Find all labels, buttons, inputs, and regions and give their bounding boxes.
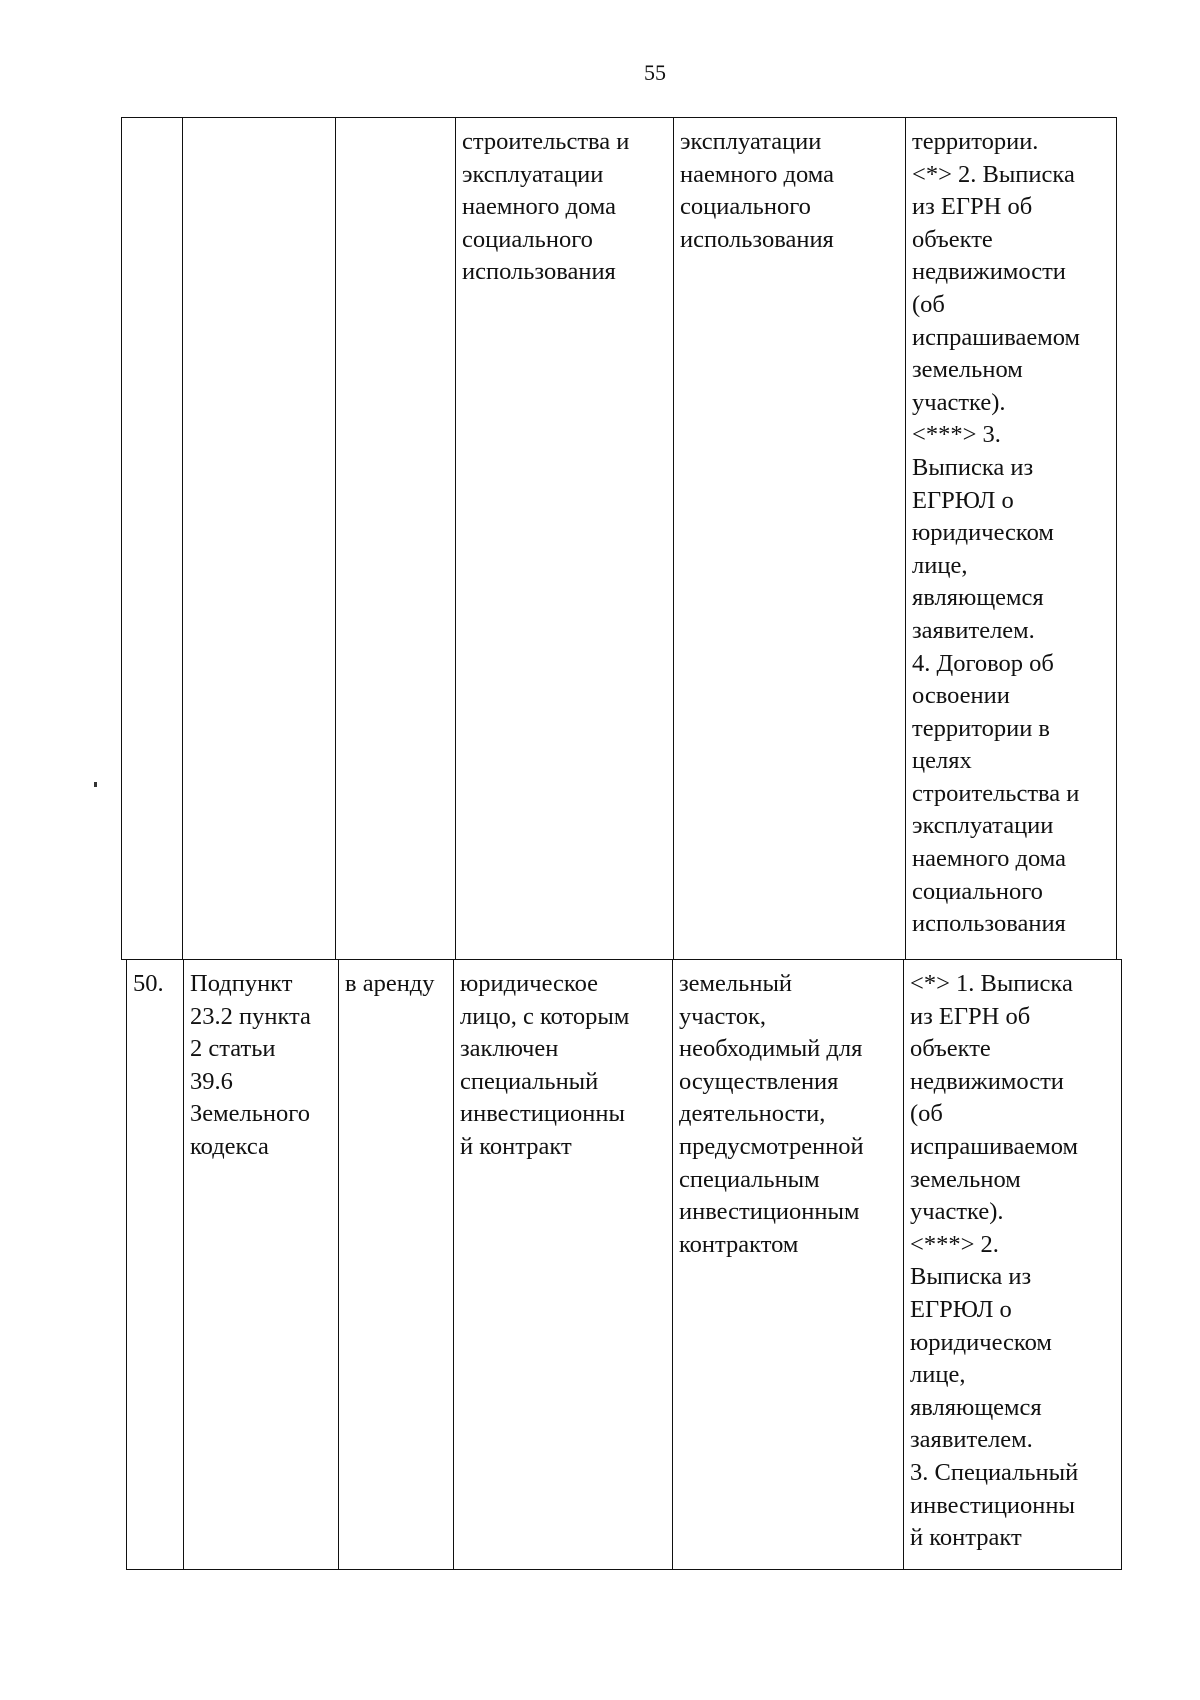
legal-basis-cell: Подпункт 23.2 пункта 2 статьи 39.6 Земельного кодекса xyxy=(184,960,339,1570)
legal-basis-cell xyxy=(183,118,336,960)
land-plot-cell: земельный участок, необходимый для осуществления деятельности, предусмотренной специальным инвестиционным контрактом xyxy=(673,960,904,1570)
row-number-cell: 50. xyxy=(127,960,184,1570)
page-number: 55 xyxy=(644,60,666,85)
land-plot-cell: эксплуатации наемного дома социального использования xyxy=(674,118,906,960)
document-table-continuation xyxy=(121,117,1117,960)
row-number-cell xyxy=(122,118,183,960)
documents-cell: территории. <*> 2. Выписка из ЕГРН об объекте недвижимости (об испрашиваемом земельном участке). <***> 3. Выписка из ЕГРЮЛ о юридическом лице, являющемся заявителем. 4. Договор об освоении территории в целях строительства и эксплуатации наемного дома социального использования xyxy=(906,118,1117,960)
scan-mark xyxy=(94,782,97,787)
document-table-row-50 xyxy=(126,959,1122,1570)
table-row xyxy=(127,960,1122,1570)
documents-cell: <*> 1. Выписка из ЕГРН об объекте недвижимости (об испрашиваемом земельном участке). <***> 2. Выписка из ЕГРЮЛ о юридическом лице, являющемся заявителем. 3. Специальный инвестиционны й контракт xyxy=(904,960,1122,1570)
applicant-cell: юридическое лицо, с которым заключен специальный инвестиционны й контракт xyxy=(454,960,673,1570)
table-row xyxy=(122,118,1117,960)
applicant-cell: строительства и эксплуатации наемного дома социального использования xyxy=(456,118,674,960)
right-type-cell: в аренду xyxy=(339,960,454,1570)
right-type-cell xyxy=(336,118,456,960)
